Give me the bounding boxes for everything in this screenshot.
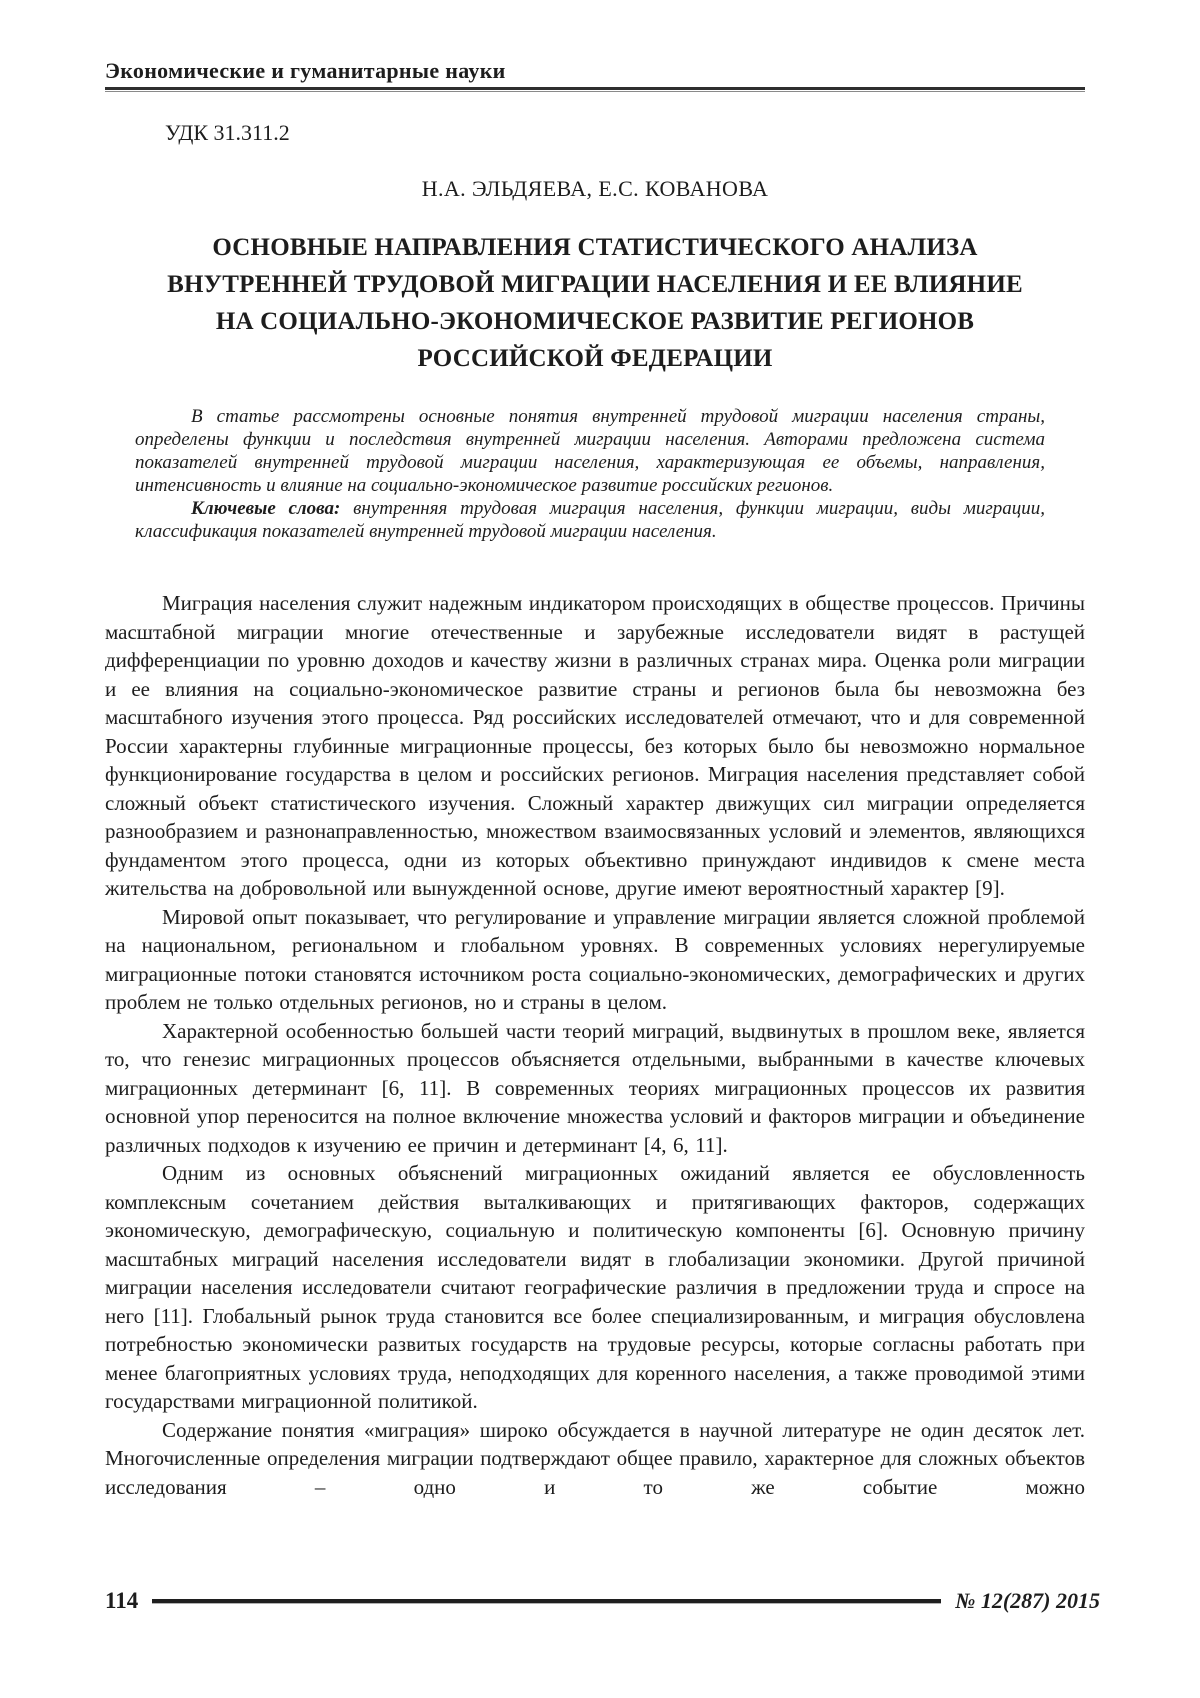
page-header (105, 58, 1085, 92)
article-title-line: НА СОЦИАЛЬНО-ЭКОНОМИЧЕСКОЕ РАЗВИТИЕ РЕГИОНОВ (215, 308, 975, 335)
article-title-line: ВНУТРЕННЕЙ ТРУДОВОЙ МИГРАЦИИ НАСЕЛЕНИЯ И ЕЕ ВЛИЯНИЕ (167, 271, 1023, 298)
udc-code: УДК 31.311.2 (165, 120, 290, 145)
footer-rule (152, 1599, 941, 1603)
body-paragraph: Миграция населения служит надежным индикатором происходящих в обществе процессов. Причины масштабной миграции многие отечественные и зарубежные исследователи видят в растущей дифференциации по уровню доходов и качеству жизни в различных странах мира. Оценка роли миграции и ее влияния на социально-экономическое развитие страны и регионов была бы невозможна без масштабного изучения этого процесса. Ряд российских исследователей отмечают, что и для современной России характерны глубинные миграционные процессы, без которых было бы невозможно нормальное функционирование государства в целом и российских регионов. Миграция населения представляет собой сложный объект статистического изучения. Сложный характер движущих сил миграции определяется разнообразием и разнонаправленностью, множеством взаимосвязанных условий и элементов, являющихся фундаментом этого процесса, одни из которых объективно принуждают индивидов к смене места жительства на добровольной или вынужденной основе, другие имеют вероятностный характер [9]. (105, 591, 1085, 900)
article-title-line: РОССИЙСКОЙ ФЕДЕРАЦИИ (417, 345, 773, 372)
page-footer (105, 1588, 1100, 1614)
journal-issue-label: № 12(287) 2015 (955, 1588, 1100, 1613)
keywords-text: внутренняя трудовая миграция населения, функции миграции, виды миграции, классификация показателей внутренней трудовой миграции населения. (135, 498, 1045, 542)
keywords-label: Ключевые слова: (191, 498, 341, 519)
body-paragraph-continued: Содержание понятия «миграция» широко обсуждается в научной литературе не один десяток лет. Многочисленные определения миграции подтверждают общее правило, характерное для сложных объектов исследования – одно и то же событие можно (105, 1417, 1085, 1499)
body-paragraph: Характерной особенностью большей части теорий миграций, выдвинутых в прошлом веке, является то, что генезис миграционных процессов объясняется отдельными, выбранными в качестве ключевых миграционных детерминант [6, 11]. В современных теориях миграционных процессов их развития основной упор переносится на полное включение множества условий и факторов миграции и объединение различных подходов к изучению ее причин и детерминант [4, 6, 11]. (105, 1018, 1085, 1157)
article-title (105, 229, 1085, 377)
body-paragraph: Одним из основных объяснений миграционных ожиданий является ее обусловленность комплексным сочетанием действия выталкивающих и притягивающих факторов, содержащих экономическую, демографическую, социальную и политическую компоненты [6]. Основную причину масштабных миграций населения исследователи видят в глобализации экономики. Другой причиной миграции населения исследователи считают географические различия в предложении труда и спросе на него [11]. Глобальный рынок труда становится все более специализированным, и миграция обусловлена потребностью экономически развитых государств на трудовые ресурсы, которые согласны работать при менее благоприятных условиях труда, неподходящих для коренного населения, а также проводимой этими государствами миграционной политикой. (105, 1161, 1085, 1413)
keywords-paragraph (135, 497, 1045, 543)
abstract-text: В статье рассмотрены основные понятия внутренней трудовой миграции населения страны, определены функции и последствия внутренней миграции населения. Авторами предложена система показателей внутренней трудовой миграции населения, характеризующая ее объемы, направления, интенсивность и влияние на социально-экономическое развитие российских регионов. (135, 406, 1045, 496)
authors-line: Н.А. ЭЛЬДЯЕВА, Е.С. КОВАНОВА (421, 176, 769, 201)
article-title-line: ОСНОВНЫЕ НАПРАВЛЕНИЯ СТАТИСТИЧЕСКОГО АНАЛИЗА (212, 234, 978, 261)
running-head-title: Экономические и гуманитарные науки (105, 58, 506, 83)
article-body (105, 589, 1085, 1501)
page-number: 114 (105, 1588, 139, 1613)
header-rule (105, 87, 1085, 92)
abstract-block (135, 405, 1045, 543)
body-paragraph: Мировой опыт показывает, что регулирование и управление миграции является сложной проблемой на национальном, региональном и глобальном уровнях. В современных условиях нерегулируемые миграционные потоки становятся источником роста социально-экономических, демографических и других проблем не только отдельных регионов, но и страны в целом. (105, 904, 1085, 1014)
